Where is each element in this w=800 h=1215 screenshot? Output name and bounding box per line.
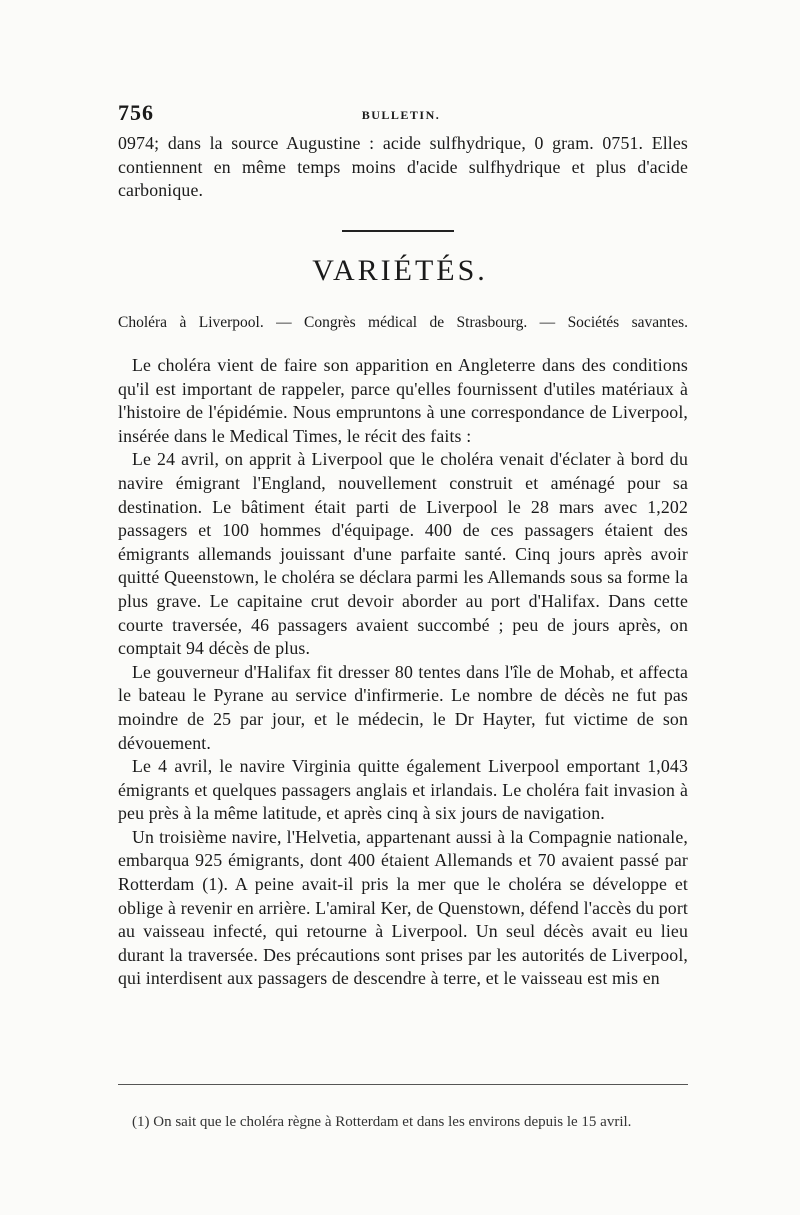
running-title: BULLETIN. xyxy=(361,108,441,122)
article-body xyxy=(118,354,688,991)
paragraph: Le 4 avril, le navire Virginia quitte également Liverpool emportant 1,043 émigrants et quelques passagers anglais et irlandais. Le choléra fait invasion à peu près à la même latitude, et après cinq à six jours de navigation. xyxy=(118,756,688,824)
intro-paragraph: 0974; dans la source Augustine : acide sulfhydrique, 0 gram. 0751. Elles contiennent en même temps moins d'acide sulfhydrique et plus d'acide carbonique. xyxy=(118,133,688,201)
section-title: VARIÉTÉS. xyxy=(312,254,488,287)
paragraph: Le gouverneur d'Halifax fit dresser 80 tentes dans l'île de Mohab, et affecta le bateau le Pyrane au service d'infirmerie. Le nombre de décès ne fut pas moindre de 25 par jour, et le médecin, le Dr Hayter, fut victime de son dévouement. xyxy=(118,661,688,753)
footnote: (1) On sait que le choléra règne à Rotterdam et dans les environs depuis le 15 avril. xyxy=(132,1114,632,1130)
paragraph: Un troisième navire, l'Helvetia, appartenant aussi à la Compagnie nationale, embarqua 925 émigrants, dont 400 étaient Allemands et 70 avaient passé par Rotterdam (1). A peine avait-il pris la mer que le choléra se développe et oblige à revenir en arrière. L'amiral Ker, de Quenstown, défend l'accès du port au vaisseau infecté, qui retourne à Liverpool. Un seul décès avait eu lieu durant la traversée. Des précautions sont prises par les autorités de Liverpool, qui interdisent aux passagers de descendre à terre, et le vaisseau est mis en xyxy=(118,826,688,989)
running-header xyxy=(118,100,684,130)
section-divider xyxy=(342,230,454,232)
page-number: 756 xyxy=(118,100,154,125)
footnote-divider xyxy=(118,1084,688,1085)
paragraph: Le 24 avril, on apprit à Liverpool que le choléra venait d'éclater à bord du navire émigrant l'England, nouvellement construit et aménagé pour sa destination. Le bâtiment était parti de Liverpool le 28 mars avec 1,202 passagers et 100 hommes d'équipage. 400 de ces passagers étaient des émigrants allemands jouissant d'une parfaite santé. Cinq jours après avoir quitté Queenstown, le choléra se déclara parmi les Allemands sous sa forme la plus grave. Le capitaine crut devoir aborder au port d'Halifax. Dans cette courte traversée, 46 passagers avaient succombé ; peu de jours après, on comptait 94 décès de plus. xyxy=(118,449,688,659)
paragraph: Le choléra vient de faire son apparition en Angleterre dans des conditions qu'il est important de rappeler, parce qu'elles fournissent d'utiles matériaux à l'histoire de l'épidémie. Nous empruntons à une correspondance de Liverpool, insérée dans le Medical Times, le récit des faits : xyxy=(118,355,688,446)
section-subtitle: Choléra à Liverpool. — Congrès médical de Strasbourg. — Sociétés savantes. xyxy=(118,314,688,331)
